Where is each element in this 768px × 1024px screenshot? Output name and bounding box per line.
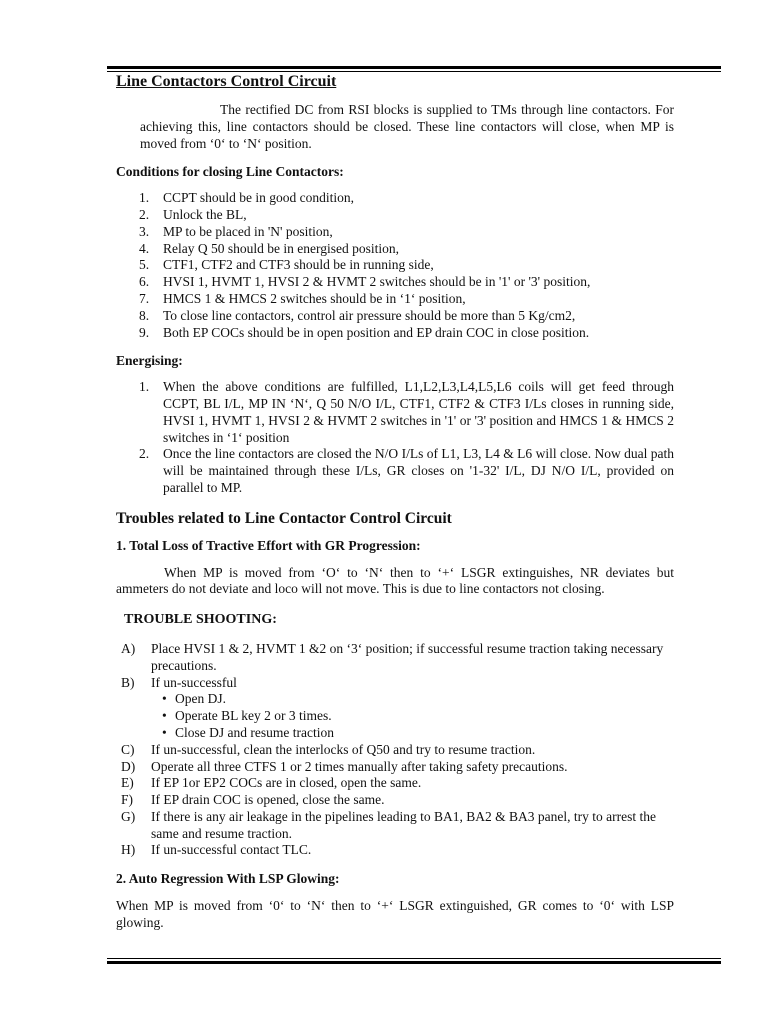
- list-item: D) Operate all three CTFS 1 or 2 times manually after taking safety precautions.: [121, 758, 568, 774]
- section2-heading: 2. Auto Regression With LSP Glowing:: [116, 871, 340, 887]
- list-item: 5. CTF1, CTF2 and CTF3 should be in running side,: [139, 257, 434, 273]
- list-item: 3. MP to be placed in 'N' position,: [139, 223, 333, 239]
- list-item: A) Place HVSI 1 & 2, HVMT 1 &2 on ‘3‘ position; if successful resume traction taking necessary precautions.: [121, 640, 664, 673]
- document-page: [116, 72, 674, 932]
- list-item: B) If un-successful: [121, 674, 237, 690]
- list-item: H) If un-successful contact TLC.: [121, 842, 312, 858]
- list-item: 2. Unlock the BL,: [139, 206, 247, 222]
- section2-paragraph: When MP is moved from ‘0‘ to ‘N‘ then to ‘+‘ LSGR extinguished, GR comes to ‘0‘ with LSP glowing.: [116, 898, 674, 930]
- list-item: 9. Both EP COCs should be in open position and EP drain COC in close position.: [139, 324, 590, 340]
- bullet-item: • Operate BL key 2 or 3 times.: [162, 708, 674, 725]
- list-item: 2. Once the line contactors are closed the N/O I/Ls of L1, L3, L4 & L6 will close. Now dual path will be maintained through these I/Ls, GR closes on '1-32' I/L, DJ N/O I/L, provided on parallel to MP.: [139, 446, 674, 495]
- energising-list: [116, 379, 674, 497]
- list-item: 7. HMCS 1 & HMCS 2 switches should be in ‘1‘ position,: [139, 290, 466, 306]
- troubles-heading: Troubles related to Line Contactor Control Circuit: [116, 509, 452, 527]
- sub-bullet-list: [116, 691, 674, 741]
- bullet-item: • Close DJ and resume traction: [162, 725, 674, 742]
- troubleshooting-heading: TROUBLE SHOOTING:: [124, 612, 277, 628]
- list-item: G) If there is any air leakage in the pipelines leading to BA1, BA2 & BA3 panel, try to arrest the same and resume traction.: [121, 808, 656, 841]
- list-item: 6. HVSI 1, HVMT 1, HVSI 2 & HVMT 2 switches should be in '1' or '3' position,: [139, 274, 591, 290]
- list-item: F) If EP drain COC is opened, close the same.: [121, 792, 385, 808]
- bullet-item: • Open DJ.: [162, 691, 674, 708]
- list-item: 1. When the above conditions are fulfilled, L1,L2,L3,L4,L5,L6 coils will get feed through CCPT, BL I/L, MP IN ‘N‘, Q 50 N/O I/L, CTF1, CTF2 & CTF3 I/Ls closes in running side, HVSI 1, HVMT 1, HVSI 2 & HVMT 2 switches in '1' or '3' position and HMCS 1 & HMCS 2 switches in ‘1‘ position: [139, 379, 674, 445]
- list-item: 1. CCPT should be in good condition,: [139, 190, 355, 206]
- page-title: Line Contactors Control Circuit: [116, 73, 337, 90]
- conditions-list: [116, 190, 674, 341]
- list-item: 4. Relay Q 50 should be in energised position,: [139, 240, 399, 256]
- troubleshooting-list-cont: [116, 742, 674, 860]
- list-item: C) If un-successful, clean the interlocks of Q50 and try to resume traction.: [121, 741, 536, 757]
- section1-heading: 1. Total Loss of Tractive Effort with GR Progression:: [116, 537, 421, 553]
- footer-rule: [107, 958, 721, 964]
- intro-paragraph: The rectified DC from RSI blocks is supplied to TMs through line contactors. For achieving this, line contactors should be closed. These line contactors will close, when MP is moved from ‘0‘ to ‘N‘ position.: [140, 102, 674, 151]
- troubleshooting-list: [116, 641, 674, 691]
- list-item: E) If EP 1or EP2 COCs are in closed, open the same.: [121, 775, 422, 791]
- section1-paragraph: When MP is moved from ‘O‘ to ‘N‘ then to ‘+‘ LSGR extinguishes, NR deviates but ammeters do not deviate and loco will not move. This is due to line contactors not closing.: [116, 564, 674, 597]
- energising-heading: Energising:: [116, 353, 183, 369]
- list-item: 8. To close line contactors, control air pressure should be more than 5 Kg/cm2,: [139, 307, 576, 323]
- conditions-heading: Conditions for closing Line Contactors:: [116, 164, 344, 180]
